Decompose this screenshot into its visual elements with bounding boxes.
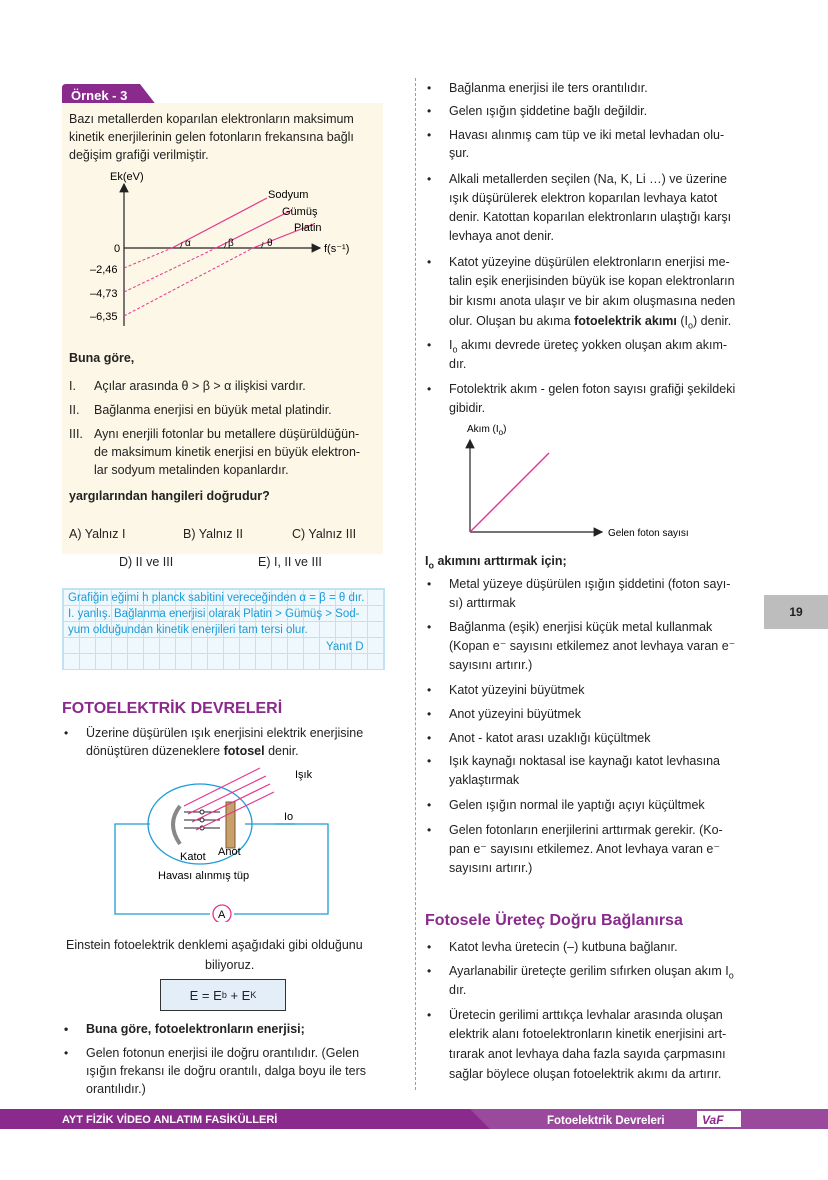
anode-label: Anot [218,846,241,858]
solution-line: I. yanlış. Bağlanma enerjisi olarak Platin > Gümüş > Sod- [68,608,360,620]
right-bullet: şur. [449,146,470,160]
current-line [470,453,549,532]
statement-text: de maksimum kinetik enerjisi en büyük elektron- [94,445,361,459]
question-lead: Buna göre, [69,351,135,365]
right-bullet: • Katot yüzeyine düşürülen elektronların enerjisi me- [427,255,730,269]
increase-heading: $I_o$ akımını arttırmak için; [425,554,567,571]
angle-beta: β [228,238,234,249]
right-bullet: • Fotolektrik akım - gelen foton sayısı grafiği şekildeki [427,382,736,396]
circuits-intro: • Üzerine düşürülen ışık enerjisini elektrik enerjisine [64,726,364,740]
increase-item: • Gelen ışığın normal ile yaptığı açıyı küçültmek [427,798,705,812]
example-intro-line: Bazı metallerden koparılan elektronların maksimum [69,112,354,126]
right-bullet: • Gelen ışığın şiddetine bağlı değildir. [427,104,648,118]
example-intro-line: kinetik enerjilerinin gelen fotonların frekansına bağlı [69,130,354,144]
right-bullet: • Havası alınmış cam tüp ve iki metal levhadan olu- [427,128,725,142]
footer-bar [0,1109,828,1129]
answer-label: Yanıt D [326,641,364,653]
option-e[interactable]: E) I, II ve III [258,555,322,569]
increase-item: • Anot - katot arası uzaklığı küçültmek [427,731,651,745]
angle-theta: θ [267,238,273,249]
intercept-label: –6,35 [90,311,118,323]
right-bullet: • Bağlanma enerjisi ile ters orantılıdır. [427,81,648,95]
cathode-plate [173,806,180,844]
increase-item: • Anot yüzeyini büyütmek [427,707,582,721]
sodyum-extension [124,248,172,268]
angle-alpha: α [185,238,191,249]
increase-item: • Metal yüzeye düşürülen ışığın şiddetini (foton sayı- [427,577,731,591]
generator-item: elektrik alanı fotoelektronların kinetik enerjisini art- [449,1027,727,1041]
example-intro-line: değişim grafiği verilmiştir. [69,148,209,162]
option-d[interactable]: D) II ve III [119,555,174,569]
right-bullet: talin eşik enerjisinden büyük ise kopan elektronların [449,274,735,288]
right-bullet: dır. [449,357,467,371]
increase-item: • Katot yüzeyini büyütmek [427,683,585,697]
statement-number: III. [69,427,83,441]
increase-item: • Gelen fotonların enerjilerini arttırmak gerekir. (Ko- [427,823,723,837]
increase-item: • Işık kaynağı noktasal ise kaynağı katot levhasına [427,754,720,768]
einstein-text: biliyoruz. [205,958,255,972]
einstein-text: Einstein fotoelektrik denklemi aşağıdaki gibi olduğunu [66,938,363,952]
increase-item: (Kopan e⁻ sayısını etkilemez anot levhaya varan e⁻ [449,639,736,653]
origin-label: 0 [114,243,121,255]
x-axis-label: Gelen foton sayısı [608,528,689,539]
option-b[interactable]: B) Yalnız II [183,527,243,541]
series-label-sodyum: Sodyum [268,189,309,201]
ek-frequency-graph [62,168,383,338]
section-heading: FOTOELEKTRİK DEVRELERİ [62,700,283,717]
photocell-diagram [110,762,340,922]
energy-item: orantılıdır.) [86,1082,146,1096]
statement-text: Bağlanma enerjisi en büyük metal platindir. [94,403,332,417]
increase-item: • Bağlanma (eşik) enerjisi küçük metal kullanmak [427,620,713,634]
energy-heading: • Buna göre, fotoelektronların enerjisi; [64,1022,305,1036]
generator-item: • Katot levha üretecin (–) kutbuna bağlanır. [427,940,678,954]
generator-item: • Üretecin gerilimi arttıkça levhalar arasında oluşan [427,1008,723,1022]
page-number: 19 [764,595,828,629]
right-bullet: levhaya anot denir. [449,229,554,243]
increase-item: sı) arttırmak [449,596,516,610]
statement-number: I. [69,379,76,393]
right-bullet: bir kısmı anota ulaşır ve bir akım oluşmasına neden [449,294,736,308]
increase-item: sayısını artırır.) [449,658,533,672]
ammeter-label: A [218,909,226,921]
logo-text: VaF [702,1113,724,1127]
example-tab-label: Örnek - 3 [71,88,128,103]
right-bullet: gibidir. [449,401,486,415]
question-end: yargılarından hangileri doğrudur? [69,489,270,503]
generator-heading: Fotosele Üreteç Doğru Bağlanırsa [425,912,683,929]
y-axis-label: Ek(eV) [110,171,144,183]
increase-item: yaklaştırmak [449,773,520,787]
energy-item: ışığın frekansı ile doğru orantılı, dalga boyu ile ters [86,1064,367,1078]
statement-number: II. [69,403,80,417]
right-bullet: • Alkali metallerden seçilen (Na, K, Li …) ve üzerine [427,172,727,186]
circuits-intro: dönüştüren düzeneklere fotosel denir. [86,744,299,758]
cathode-label: Katot [180,851,206,863]
current-photon-graph [460,420,710,540]
right-bullet: ışık düşürülerek elektron koparılan levhaya katot [449,191,718,205]
right-bullet: • $I_o$ akımı devrede üreteç yokken oluşan akım akım- [427,338,728,355]
anode-plate [226,802,235,848]
statement-text: Açılar arasında θ > β > α ilişkisi vardır. [94,379,306,393]
energy-item: • Gelen fotonun enerjisi ile doğru orantılıdır. (Gelen [64,1046,360,1060]
light-label: Işık [295,769,313,781]
tube-label: Havası alınmış tüp [158,870,250,882]
current-label: Io [284,811,294,823]
einstein-formula: E = E b + E K [160,979,286,1011]
gumus-extension [124,248,216,292]
option-c[interactable]: C) Yalnız III [292,527,357,541]
footer-left: AYT FİZİK VİDEO ANLATIM FASİKÜLLERİ [62,1114,278,1126]
platin-extension [124,248,253,316]
right-bullet: denir. Katottan koparılan elektronların ulaştığı karşı [449,210,732,224]
generator-item: dır. [449,983,467,997]
generator-item: tırarak anot levhaya daha fazla sayıda çarpmasını [449,1047,726,1061]
statement-text: lar sodyum metalinden kopanlardır. [94,463,289,477]
series-label-platin: Platin [294,222,322,234]
increase-item: sayısını artırır.) [449,861,533,875]
generator-item: • Ayarlanabilir üreteçte gerilim sıfırken oluşan akım $I_o$ [427,964,734,981]
option-a[interactable]: A) Yalnız I [69,527,126,541]
y-axis-label: Akım $(I_o)$ [467,424,507,437]
increase-item: pan e⁻ sayısını etkilemez. Anot levhaya varan e⁻ [449,842,720,856]
intercept-label: –2,46 [90,264,118,276]
right-bullet: olur. Oluşan bu akıma fotoelektrik akımı $(I_o)$ denir. [449,314,732,331]
generator-item: sağlar böylece oluşan fotoelektrik akımı da artırır. [449,1067,722,1081]
statement-text: Aynı enerjili fotonlar bu metallere düşürüldüğün- [94,427,360,441]
footer-right: Fotoelektrik Devreleri [547,1115,665,1127]
x-axis-label: f(s⁻¹) [324,243,350,255]
solution-line: Grafiğin eğimi h planck sabitini vereceğinden α = β = θ dır. [68,592,365,604]
intercept-label: –4,73 [90,288,118,300]
column-divider [415,78,416,1090]
series-label-gumus: Gümüş [282,206,318,218]
solution-line: yum olduğundan kinetik enerjileri tam tersi olur. [68,624,308,636]
